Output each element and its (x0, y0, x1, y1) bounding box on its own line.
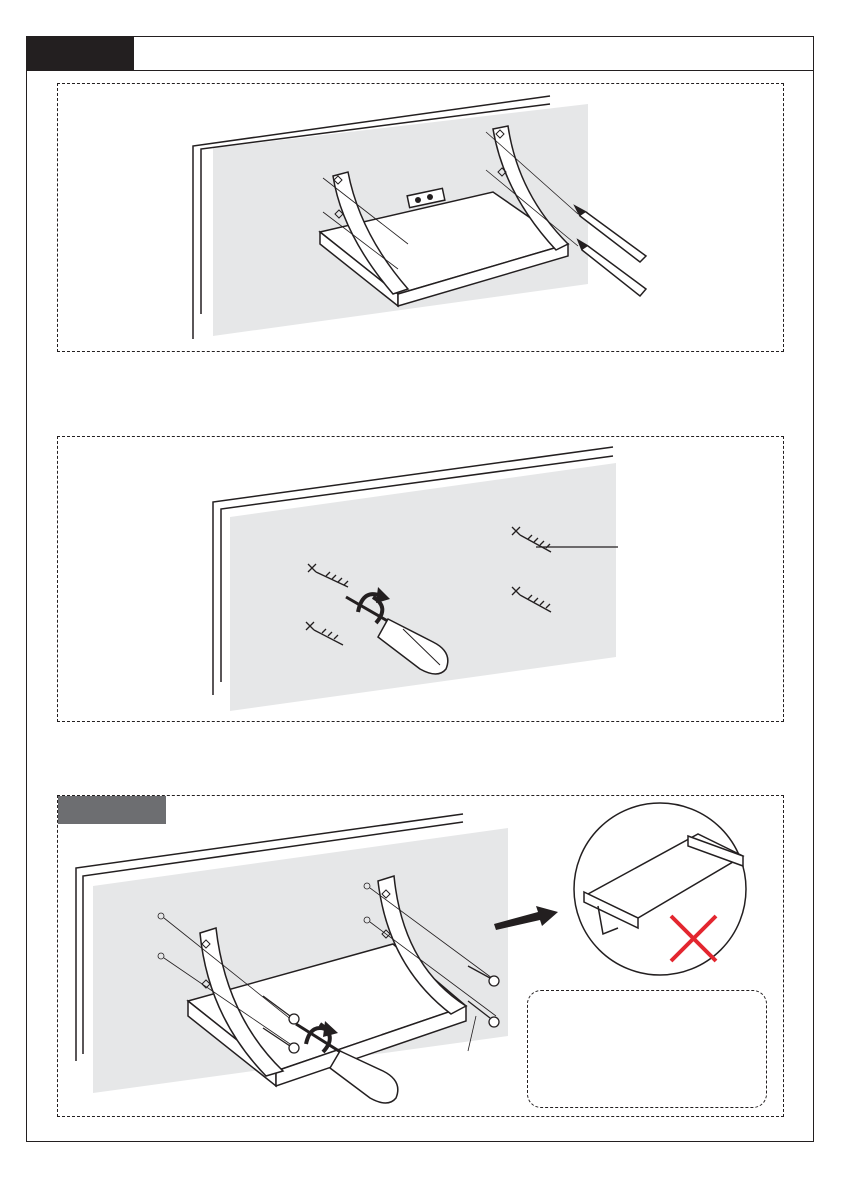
wall (213, 447, 616, 711)
note-box (527, 990, 767, 1108)
mark-holes-panel (57, 83, 784, 352)
step-label (26, 36, 134, 71)
insert-screws-panel (57, 436, 784, 722)
step-header-bar (26, 36, 814, 71)
wrong-example-circle (574, 803, 746, 975)
wrong-tag-label (58, 796, 166, 824)
